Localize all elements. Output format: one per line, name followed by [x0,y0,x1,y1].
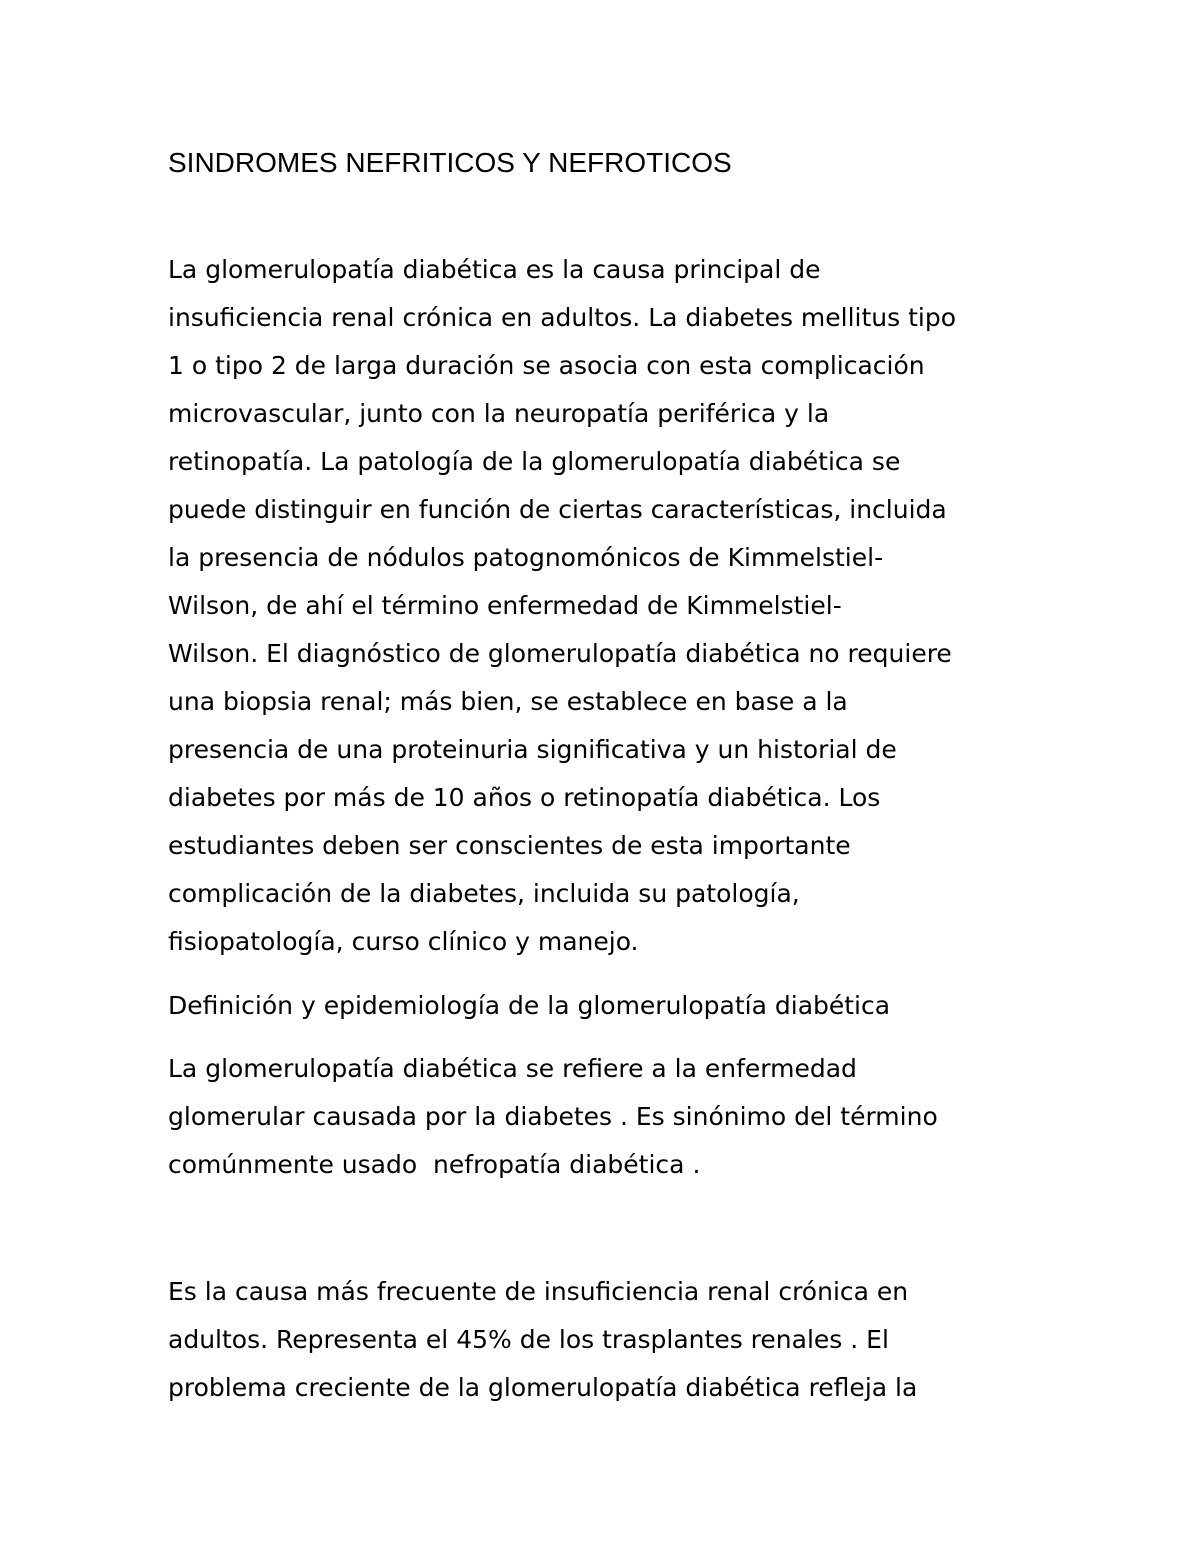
text-line: adultos. Representa el 45% de los trasplantes renales . El [168,1325,889,1354]
text-line: la presencia de nódulos patognomónicos de Kimmelstiel- [168,543,884,572]
text-line: Es la causa más frecuente de insuficiencia renal crónica en [168,1277,909,1306]
paragraph-intro [168,246,956,966]
paragraph-definition [168,1045,938,1189]
text-line: puede distinguir en función de ciertas características, incluida [168,495,947,524]
text-line: estudiantes deben ser conscientes de esta importante [168,831,851,860]
paragraph-epidemiology [168,1268,917,1412]
text-line: glomerular causada por la diabetes . Es sinónimo del término [168,1102,938,1131]
text-line: complicación de la diabetes, incluida su patología, [168,879,800,908]
text-line: La glomerulopatía diabética es la causa principal de [168,255,821,284]
text-line: fisiopatología, curso clínico y manejo. [168,927,639,956]
text-line: Wilson, de ahí el término enfermedad de Kimmelstiel- [168,591,842,620]
text-line: insuficiencia renal crónica en adultos. La diabetes mellitus tipo [168,303,957,332]
text-line: diabetes por más de 10 años o retinopatía diabética. Los [168,783,881,812]
text-line: Wilson. El diagnóstico de glomerulopatía diabética no requiere [168,639,952,668]
text-line: retinopatía. La patología de la glomerulopatía diabética se [168,447,901,476]
text-line: problema creciente de la glomerulopatía diabética refleja la [168,1373,918,1402]
text-line: microvascular, junto con la neuropatía periférica y la [168,399,830,428]
section-heading-text: Definición y epidemiología de la glomerulopatía diabética [168,991,891,1020]
text-line: una biopsia renal; más bien, se establece en base a la [168,687,848,716]
document-title: SINDROMES NEFRITICOS Y NEFROTICOS [168,147,732,178]
section-heading [168,982,890,1030]
text-line: comúnmente usado nefropatía diabética . [168,1150,701,1179]
text-line: presencia de una proteinuria significativa y un historial de [168,735,897,764]
text-line: 1 o tipo 2 de larga duración se asocia con esta complicación [168,351,925,380]
text-line: La glomerulopatía diabética se refiere a la enfermedad [168,1054,857,1083]
